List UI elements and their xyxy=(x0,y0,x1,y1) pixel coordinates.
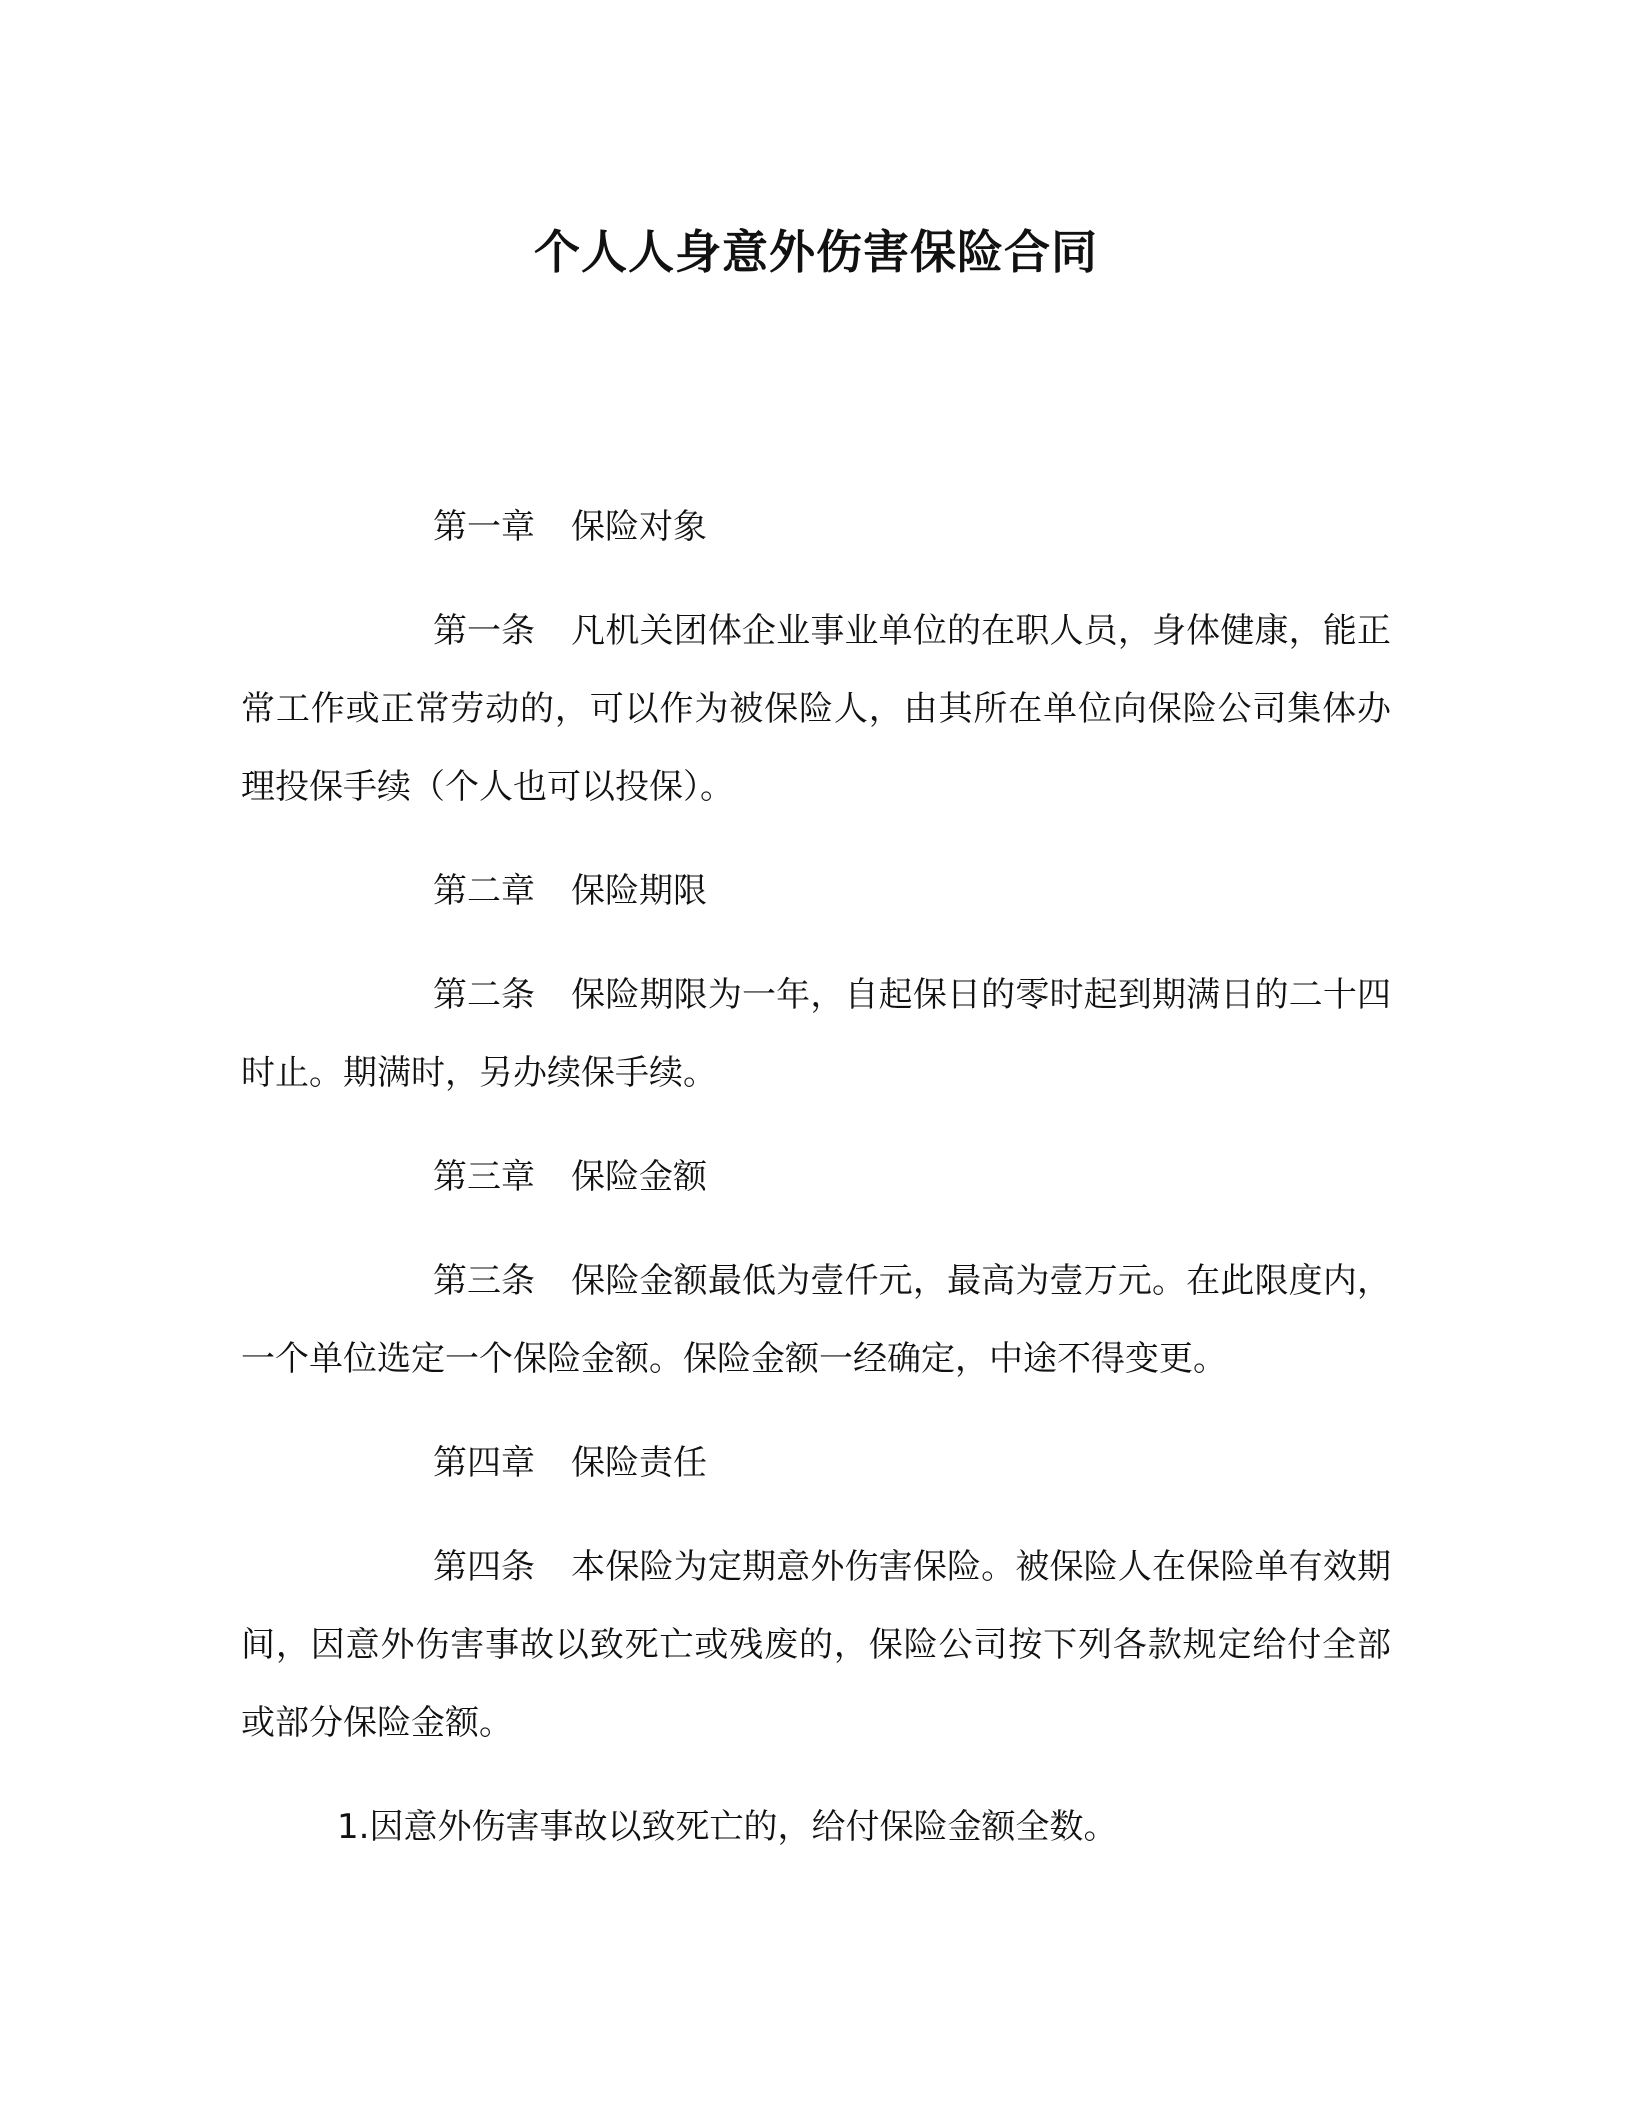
article-3-text: 保险金额最低为壹仟元，最高为壹万元。在此限度内，一个单位选定一个保险金额。保险金额一经确定，中途不得变更。 xyxy=(241,1261,1391,1379)
article-4 xyxy=(241,1528,1391,1762)
chapter-4 xyxy=(241,1424,1391,1502)
chapter-2 xyxy=(241,852,1391,930)
chapter-1-text: 保险对象 xyxy=(571,507,707,547)
article-2-label: 第二条 xyxy=(433,975,535,1015)
article-4-text: 本保险为定期意外伤害保险。被保险人在保险单有效期间，因意外伤害事故以致死亡或残废的，保险公司按下列各款规定给付全部或部分保险金额。 xyxy=(241,1547,1391,1743)
article-1-label: 第一条 xyxy=(433,611,535,651)
article-2-text: 保险期限为一年，自起保日的零时起到期满日的二十四时止。期满时，另办续保手续。 xyxy=(241,975,1391,1093)
document-body xyxy=(241,488,1391,1892)
chapter-1 xyxy=(241,488,1391,566)
chapter-4-label: 第四章 xyxy=(433,1443,535,1483)
article-3 xyxy=(241,1242,1391,1398)
article-2 xyxy=(241,956,1391,1112)
document-title: 个人人身意外伤害保险合同 xyxy=(534,225,1098,279)
chapter-3 xyxy=(241,1138,1391,1216)
clause-1-text: 1.因意外伤害事故以致死亡的，给付保险金额全数。 xyxy=(337,1807,1118,1847)
chapter-2-label: 第二章 xyxy=(433,871,535,911)
chapter-1-label: 第一章 xyxy=(433,507,535,547)
chapter-2-text: 保险期限 xyxy=(571,871,707,911)
chapter-3-label: 第三章 xyxy=(433,1157,535,1197)
article-1 xyxy=(241,592,1391,826)
chapter-3-text: 保险金额 xyxy=(571,1157,707,1197)
chapter-4-text: 保险责任 xyxy=(571,1443,707,1483)
clause-1 xyxy=(241,1788,1391,1866)
article-4-label: 第四条 xyxy=(433,1547,535,1587)
article-3-label: 第三条 xyxy=(433,1261,535,1301)
article-1-text: 凡机关团体企业事业单位的在职人员，身体健康，能正常工作或正常劳动的，可以作为被保险人，由其所在单位向保险公司集体办理投保手续（个人也可以投保）。 xyxy=(241,611,1391,807)
